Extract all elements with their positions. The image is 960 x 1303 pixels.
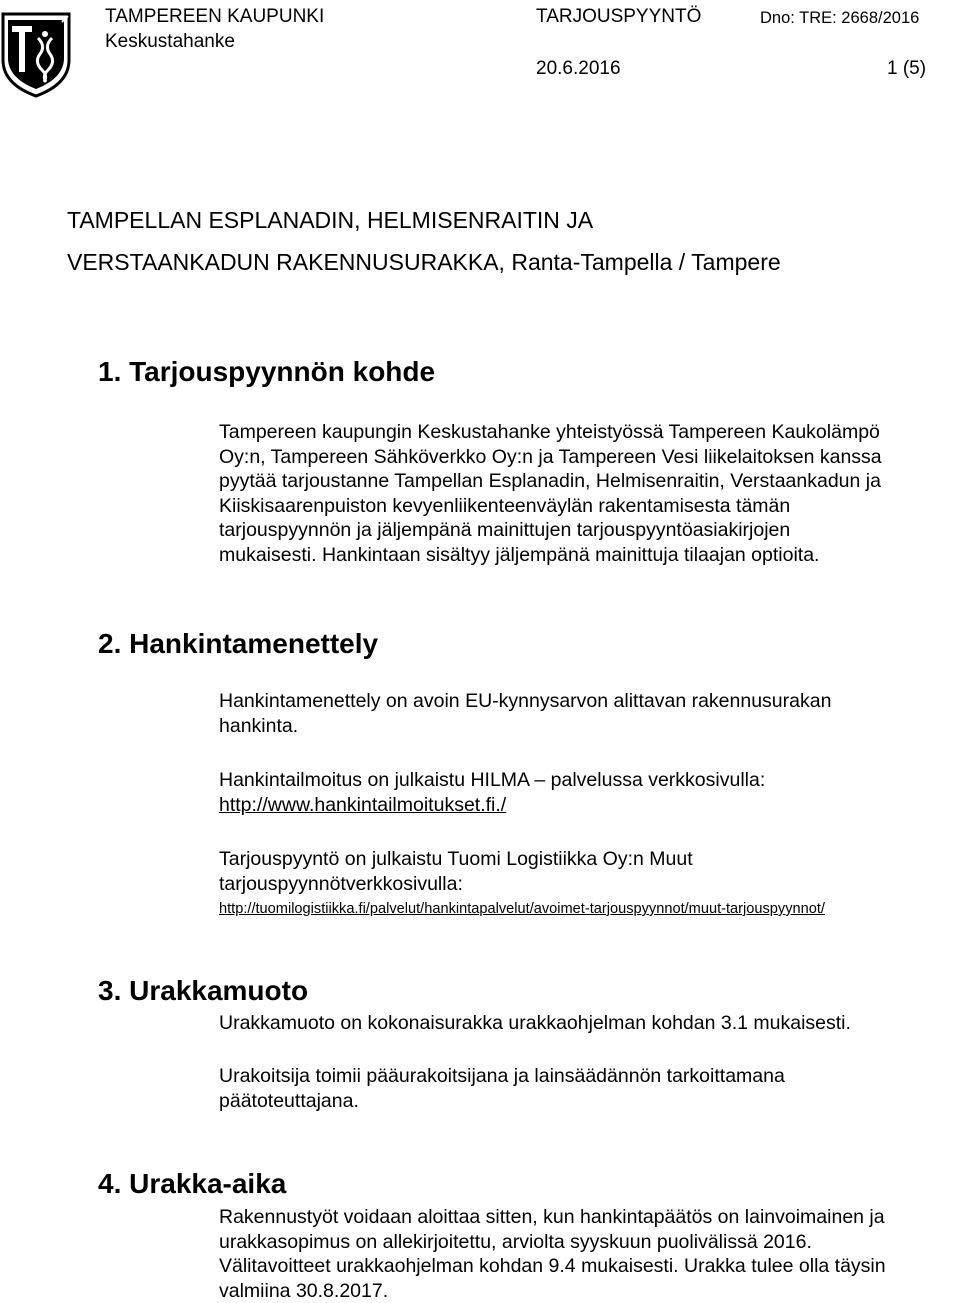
text-line: tarjouspyynnötverkkosivulla: <box>219 872 960 897</box>
section-3-heading: 3. Urakkamuoto <box>98 975 308 1007</box>
text-line: hankinta. <box>219 714 960 739</box>
section-2-paragraph-2 <box>219 768 960 817</box>
section-1-heading: 1. Tarjouspyynnön kohde <box>98 356 435 388</box>
section-2-paragraph-3 <box>219 847 960 896</box>
tampere-coat-of-arms-logo <box>0 12 72 98</box>
section-4-body <box>219 1205 960 1303</box>
text-line: Tampereen kaupungin Keskustahanke yhteistyössä Tampereen Kaukolämpö <box>219 420 960 445</box>
section-2-heading: 2. Hankintamenettely <box>98 628 378 660</box>
text-line: Urakkamuoto on kokonaisurakka urakkaohjelman kohdan 3.1 mukaisesti. <box>219 1011 960 1036</box>
text-line: urakkasopimus on allekirjoitettu, arviolta syyskuun puolivälissä 2016. <box>219 1230 960 1255</box>
section-3-paragraph-1 <box>219 1011 960 1036</box>
text-line: Oy:n, Tampereen Sähköverkko Oy:n ja Tampereen Vesi liikelaitoksen kanssa <box>219 445 960 470</box>
section-3-paragraph-2 <box>219 1064 960 1113</box>
text-line: Tarjouspyyntö on julkaistu Tuomi Logistiikka Oy:n Muut <box>219 847 960 872</box>
document-title-line2: VERSTAANKADUN RAKENNUSURAKKA, Ranta-Tampella / Tampere <box>67 248 781 276</box>
text-line: Hankintamenettely on avoin EU-kynnysarvon alittavan rakennusurakan <box>219 689 960 714</box>
page-number: 1 (5) <box>887 58 926 80</box>
text-line: Rakennustyöt voidaan aloittaa sitten, kun hankintapäätös on lainvoimainen ja <box>219 1205 960 1230</box>
text-line: Kiiskisaarenpuiston kevyenliikenteenväylän rakentamisesta tämän <box>219 494 960 519</box>
org-name: TAMPEREEN KAUPUNKI <box>105 6 324 28</box>
text-line: päätoteuttajana. <box>219 1089 960 1114</box>
text-line: Välitavoitteet urakkaohjelman kohdan 9.4 mukaisesti. Urakka tulee olla täysin <box>219 1254 960 1279</box>
doc-type: TARJOUSPYYNTÖ <box>536 6 701 28</box>
section-2-paragraph-1 <box>219 689 960 738</box>
org-unit: Keskustahanke <box>105 31 235 53</box>
text-line: Urakoitsija toimii pääurakoitsijana ja lainsäädännön tarkoittamana <box>219 1064 960 1089</box>
tuomi-logistiikka-link[interactable]: http://tuomilogistiikka.fi/palvelut/hankintapalvelut/avoimet-tarjouspyynnot/muut-tarjouspyynnot/ <box>219 900 825 918</box>
section-1-body <box>219 420 960 567</box>
text-line: valmiina 30.8.2017. <box>219 1279 960 1303</box>
text-line: tarjouspyynnön ja jäljempänä mainittujen tarjouspyyntöasiakirjojen <box>219 518 960 543</box>
text-line: pyytää tarjoustanne Tampellan Esplanadin, Helmisenraitin, Verstaankadun ja <box>219 469 960 494</box>
doc-number: Dno: TRE: 2668/2016 <box>760 7 919 29</box>
document-title-line1: TAMPELLAN ESPLANADIN, HELMISENRAITIN JA <box>67 206 593 234</box>
text-line: mukaisesti. Hankintaan sisältyy jäljempänä mainittuja tilaajan optioita. <box>219 543 960 568</box>
doc-date: 20.6.2016 <box>536 58 621 80</box>
hilma-link[interactable]: http://www.hankintailmoitukset.fi./ <box>219 794 506 816</box>
text-line: Hankintailmoitus on julkaistu HILMA – palvelussa verkkosivulla: <box>219 768 960 793</box>
section-4-heading: 4. Urakka-aika <box>98 1168 286 1200</box>
